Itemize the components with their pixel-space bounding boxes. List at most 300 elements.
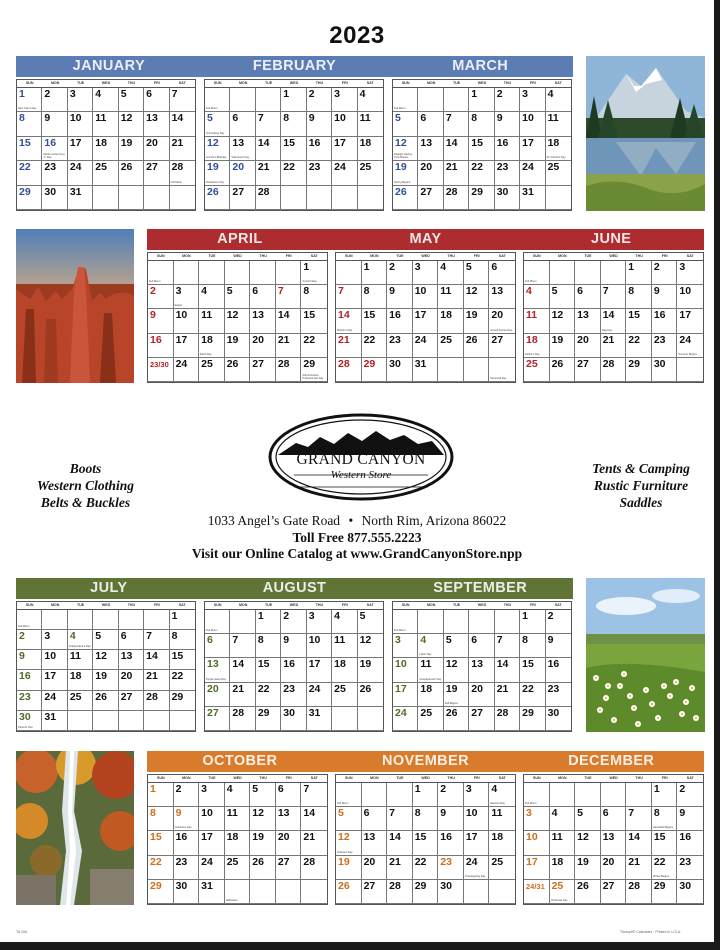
day-cell[interactable]: [281, 610, 306, 634]
day-cell[interactable]: [148, 831, 174, 855]
day-cell[interactable]: [119, 691, 144, 711]
day-cell[interactable]: [524, 358, 550, 382]
day-cell[interactable]: [119, 88, 144, 112]
day-cell[interactable]: [464, 831, 490, 855]
day-cell[interactable]: [230, 88, 255, 112]
day-cell[interactable]: [276, 880, 302, 904]
day-cell[interactable]: [332, 610, 357, 634]
day-cell[interactable]: [358, 88, 383, 112]
day-cell[interactable]: [250, 807, 276, 831]
day-cell[interactable]: [301, 334, 327, 358]
day-cell[interactable]: [358, 707, 383, 731]
day-cell[interactable]: [387, 285, 413, 309]
day-cell[interactable]: [17, 186, 42, 210]
day-cell[interactable]: [307, 610, 332, 634]
day-cell[interactable]: [626, 831, 652, 855]
day-cell[interactable]: [205, 707, 230, 731]
day-cell[interactable]: [336, 309, 362, 333]
day-cell[interactable]: [677, 261, 703, 285]
day-cell[interactable]: [336, 856, 362, 880]
day-cell[interactable]: [677, 783, 703, 807]
day-cell[interactable]: [546, 610, 571, 634]
day-cell[interactable]: [418, 88, 443, 112]
day-cell[interactable]: [144, 630, 169, 650]
day-cell[interactable]: [438, 285, 464, 309]
day-cell[interactable]: [495, 88, 520, 112]
day-cell[interactable]: [469, 683, 494, 707]
day-cell[interactable]: [550, 856, 576, 880]
day-cell[interactable]: [225, 831, 251, 855]
day-cell[interactable]: [495, 658, 520, 682]
day-cell[interactable]: [418, 161, 443, 185]
day-cell[interactable]: [489, 880, 515, 904]
day-cell[interactable]: [464, 285, 490, 309]
day-cell[interactable]: [17, 711, 42, 731]
day-cell[interactable]: [444, 137, 469, 161]
day-cell[interactable]: [68, 610, 93, 630]
day-cell[interactable]: [469, 634, 494, 658]
day-cell[interactable]: [42, 112, 67, 136]
day-cell[interactable]: [225, 880, 251, 904]
day-cell[interactable]: [464, 309, 490, 333]
day-cell[interactable]: [307, 658, 332, 682]
day-cell[interactable]: [174, 309, 200, 333]
day-cell[interactable]: [170, 691, 195, 711]
day-cell[interactable]: [205, 634, 230, 658]
day-cell[interactable]: [358, 161, 383, 185]
day-cell[interactable]: [250, 783, 276, 807]
day-cell[interactable]: [469, 658, 494, 682]
day-cell[interactable]: [464, 334, 490, 358]
day-cell[interactable]: [601, 309, 627, 333]
day-cell[interactable]: [17, 630, 42, 650]
day-cell[interactable]: [489, 856, 515, 880]
day-cell[interactable]: [393, 137, 418, 161]
day-cell[interactable]: [652, 334, 678, 358]
day-cell[interactable]: [489, 309, 515, 333]
day-cell[interactable]: [170, 161, 195, 185]
day-cell[interactable]: [199, 309, 225, 333]
day-cell[interactable]: [17, 112, 42, 136]
day-cell[interactable]: [332, 161, 357, 185]
day-cell[interactable]: [230, 610, 255, 634]
day-cell[interactable]: [546, 112, 571, 136]
day-cell[interactable]: [524, 856, 550, 880]
day-cell[interactable]: [307, 137, 332, 161]
day-cell[interactable]: [174, 783, 200, 807]
day-cell[interactable]: [362, 856, 388, 880]
day-cell[interactable]: [469, 186, 494, 210]
day-cell[interactable]: [17, 691, 42, 711]
day-cell[interactable]: [144, 711, 169, 731]
day-cell[interactable]: [652, 309, 678, 333]
day-cell[interactable]: [148, 880, 174, 904]
day-cell[interactable]: [205, 186, 230, 210]
day-cell[interactable]: [199, 831, 225, 855]
day-cell[interactable]: [418, 634, 443, 658]
day-cell[interactable]: [93, 137, 118, 161]
day-cell[interactable]: [250, 358, 276, 382]
day-cell[interactable]: [199, 285, 225, 309]
day-cell[interactable]: [276, 856, 302, 880]
day-cell[interactable]: [174, 261, 200, 285]
day-cell[interactable]: [281, 112, 306, 136]
day-cell[interactable]: [250, 856, 276, 880]
day-cell[interactable]: [438, 880, 464, 904]
day-cell[interactable]: [362, 831, 388, 855]
day-cell[interactable]: [652, 831, 678, 855]
day-cell[interactable]: [601, 261, 627, 285]
day-cell[interactable]: [677, 831, 703, 855]
day-cell[interactable]: [469, 707, 494, 731]
day-cell[interactable]: [444, 161, 469, 185]
day-cell[interactable]: [332, 683, 357, 707]
day-cell[interactable]: [307, 683, 332, 707]
day-cell[interactable]: [495, 634, 520, 658]
day-cell[interactable]: [144, 161, 169, 185]
day-cell[interactable]: [575, 358, 601, 382]
day-cell[interactable]: [546, 88, 571, 112]
day-cell[interactable]: [276, 261, 302, 285]
day-cell[interactable]: [174, 807, 200, 831]
day-cell[interactable]: [68, 186, 93, 210]
day-cell[interactable]: [626, 856, 652, 880]
day-cell[interactable]: [205, 88, 230, 112]
day-cell[interactable]: [362, 783, 388, 807]
day-cell[interactable]: [119, 161, 144, 185]
day-cell[interactable]: [626, 261, 652, 285]
day-cell[interactable]: [524, 831, 550, 855]
day-cell[interactable]: [444, 88, 469, 112]
day-cell[interactable]: [495, 683, 520, 707]
day-cell[interactable]: [413, 880, 439, 904]
day-cell[interactable]: [677, 880, 703, 904]
day-cell[interactable]: [170, 610, 195, 630]
day-cell[interactable]: [626, 285, 652, 309]
day-cell[interactable]: [524, 309, 550, 333]
day-cell[interactable]: [119, 610, 144, 630]
day-cell[interactable]: [174, 334, 200, 358]
day-cell[interactable]: [230, 658, 255, 682]
day-cell[interactable]: [68, 670, 93, 690]
day-cell[interactable]: [520, 634, 545, 658]
day-cell[interactable]: [225, 807, 251, 831]
day-cell[interactable]: [301, 358, 327, 382]
day-cell[interactable]: [438, 783, 464, 807]
day-cell[interactable]: [575, 309, 601, 333]
day-cell[interactable]: [148, 334, 174, 358]
day-cell[interactable]: [418, 658, 443, 682]
day-cell[interactable]: [93, 88, 118, 112]
day-cell[interactable]: [332, 186, 357, 210]
day-cell[interactable]: [256, 683, 281, 707]
day-cell[interactable]: [42, 670, 67, 690]
day-cell[interactable]: [464, 807, 490, 831]
day-cell[interactable]: [119, 186, 144, 210]
day-cell[interactable]: [170, 711, 195, 731]
day-cell[interactable]: [170, 650, 195, 670]
day-cell[interactable]: [652, 807, 678, 831]
day-cell[interactable]: [520, 137, 545, 161]
day-cell[interactable]: [93, 186, 118, 210]
day-cell[interactable]: [170, 630, 195, 650]
day-cell[interactable]: [524, 807, 550, 831]
day-cell[interactable]: [418, 137, 443, 161]
day-cell[interactable]: [495, 610, 520, 634]
day-cell[interactable]: [93, 161, 118, 185]
day-cell[interactable]: [17, 161, 42, 185]
day-cell[interactable]: [148, 285, 174, 309]
day-cell[interactable]: [413, 831, 439, 855]
day-cell[interactable]: [652, 358, 678, 382]
day-cell[interactable]: [601, 358, 627, 382]
day-cell[interactable]: [174, 358, 200, 382]
day-cell[interactable]: [336, 358, 362, 382]
day-cell[interactable]: [387, 358, 413, 382]
day-cell[interactable]: [42, 650, 67, 670]
day-cell[interactable]: [489, 261, 515, 285]
day-cell[interactable]: [281, 634, 306, 658]
day-cell[interactable]: [393, 707, 418, 731]
day-cell[interactable]: [495, 186, 520, 210]
day-cell[interactable]: [336, 831, 362, 855]
day-cell[interactable]: [438, 831, 464, 855]
day-cell[interactable]: [68, 650, 93, 670]
day-cell[interactable]: [17, 610, 42, 630]
day-cell[interactable]: [205, 683, 230, 707]
day-cell[interactable]: [464, 261, 490, 285]
day-cell[interactable]: [68, 711, 93, 731]
day-cell[interactable]: [652, 856, 678, 880]
day-cell[interactable]: [144, 112, 169, 136]
day-cell[interactable]: [68, 161, 93, 185]
day-cell[interactable]: [281, 683, 306, 707]
day-cell[interactable]: [93, 630, 118, 650]
day-cell[interactable]: [199, 807, 225, 831]
day-cell[interactable]: [230, 112, 255, 136]
day-cell[interactable]: [469, 610, 494, 634]
day-cell[interactable]: [413, 807, 439, 831]
day-cell[interactable]: [358, 186, 383, 210]
day-cell[interactable]: [307, 88, 332, 112]
day-cell[interactable]: [256, 658, 281, 682]
day-cell[interactable]: [119, 137, 144, 161]
day-cell[interactable]: [495, 112, 520, 136]
day-cell[interactable]: [677, 285, 703, 309]
day-cell[interactable]: [276, 358, 302, 382]
day-cell[interactable]: [438, 807, 464, 831]
day-cell[interactable]: [626, 783, 652, 807]
day-cell[interactable]: [148, 856, 174, 880]
day-cell[interactable]: [332, 112, 357, 136]
day-cell[interactable]: [387, 783, 413, 807]
day-cell[interactable]: [307, 707, 332, 731]
day-cell[interactable]: [119, 630, 144, 650]
day-cell[interactable]: [469, 137, 494, 161]
day-cell[interactable]: [464, 358, 490, 382]
day-cell[interactable]: [42, 186, 67, 210]
day-cell[interactable]: [281, 137, 306, 161]
day-cell[interactable]: [362, 880, 388, 904]
day-cell[interactable]: [393, 161, 418, 185]
day-cell[interactable]: [550, 285, 576, 309]
day-cell[interactable]: [170, 112, 195, 136]
day-cell[interactable]: [495, 161, 520, 185]
day-cell[interactable]: [520, 610, 545, 634]
day-cell[interactable]: [144, 137, 169, 161]
day-cell[interactable]: [230, 161, 255, 185]
day-cell[interactable]: [464, 783, 490, 807]
day-cell[interactable]: [677, 334, 703, 358]
day-cell[interactable]: [144, 186, 169, 210]
day-cell[interactable]: [601, 831, 627, 855]
day-cell[interactable]: [575, 783, 601, 807]
day-cell[interactable]: [148, 807, 174, 831]
day-cell[interactable]: [174, 880, 200, 904]
day-cell[interactable]: [438, 309, 464, 333]
day-cell[interactable]: [250, 261, 276, 285]
day-cell[interactable]: [546, 634, 571, 658]
day-cell[interactable]: [93, 610, 118, 630]
day-cell[interactable]: [358, 610, 383, 634]
day-cell[interactable]: [418, 707, 443, 731]
day-cell[interactable]: [119, 650, 144, 670]
day-cell[interactable]: [362, 807, 388, 831]
day-cell[interactable]: [225, 285, 251, 309]
day-cell[interactable]: [281, 707, 306, 731]
day-cell[interactable]: [144, 650, 169, 670]
day-cell[interactable]: [575, 285, 601, 309]
day-cell[interactable]: [387, 807, 413, 831]
day-cell[interactable]: [677, 807, 703, 831]
day-cell[interactable]: [546, 137, 571, 161]
day-cell[interactable]: [170, 670, 195, 690]
day-cell[interactable]: [524, 334, 550, 358]
day-cell[interactable]: [444, 658, 469, 682]
day-cell[interactable]: [677, 358, 703, 382]
day-cell[interactable]: [199, 334, 225, 358]
day-cell[interactable]: [276, 285, 302, 309]
day-cell[interactable]: [438, 358, 464, 382]
day-cell[interactable]: [301, 856, 327, 880]
day-cell[interactable]: [332, 88, 357, 112]
day-cell[interactable]: [575, 831, 601, 855]
day-cell[interactable]: [205, 610, 230, 634]
day-cell[interactable]: [144, 691, 169, 711]
day-cell[interactable]: [336, 261, 362, 285]
day-cell[interactable]: [520, 88, 545, 112]
day-cell[interactable]: [444, 683, 469, 707]
day-cell[interactable]: [199, 261, 225, 285]
day-cell[interactable]: [489, 831, 515, 855]
day-cell[interactable]: [546, 683, 571, 707]
day-cell[interactable]: [225, 309, 251, 333]
day-cell[interactable]: [225, 783, 251, 807]
day-cell[interactable]: [444, 186, 469, 210]
day-cell[interactable]: [205, 112, 230, 136]
day-cell[interactable]: [550, 880, 576, 904]
day-cell[interactable]: [489, 285, 515, 309]
day-cell[interactable]: [418, 683, 443, 707]
day-cell[interactable]: [230, 186, 255, 210]
day-cell[interactable]: [336, 880, 362, 904]
day-cell[interactable]: [464, 856, 490, 880]
day-cell[interactable]: [332, 634, 357, 658]
day-cell[interactable]: [444, 112, 469, 136]
day-cell[interactable]: [17, 650, 42, 670]
day-cell[interactable]: [387, 334, 413, 358]
day-cell[interactable]: [550, 358, 576, 382]
day-cell[interactable]: [393, 658, 418, 682]
day-cell[interactable]: [307, 186, 332, 210]
day-cell[interactable]: [170, 186, 195, 210]
day-cell[interactable]: [358, 683, 383, 707]
day-cell[interactable]: [336, 334, 362, 358]
day-cell[interactable]: [601, 807, 627, 831]
day-cell[interactable]: [469, 112, 494, 136]
day-cell[interactable]: [225, 261, 251, 285]
day-cell[interactable]: [387, 856, 413, 880]
day-cell[interactable]: [575, 261, 601, 285]
day-cell[interactable]: [256, 707, 281, 731]
day-cell[interactable]: [93, 711, 118, 731]
day-cell[interactable]: [575, 880, 601, 904]
day-cell[interactable]: [524, 261, 550, 285]
day-cell[interactable]: [626, 309, 652, 333]
day-cell[interactable]: [444, 707, 469, 731]
day-cell[interactable]: [413, 334, 439, 358]
day-cell[interactable]: [413, 309, 439, 333]
day-cell[interactable]: [276, 807, 302, 831]
day-cell[interactable]: [256, 137, 281, 161]
day-cell[interactable]: [393, 88, 418, 112]
day-cell[interactable]: [438, 261, 464, 285]
day-cell[interactable]: [393, 186, 418, 210]
day-cell[interactable]: [418, 610, 443, 634]
day-cell[interactable]: [17, 137, 42, 161]
day-cell[interactable]: [230, 683, 255, 707]
day-cell[interactable]: [438, 334, 464, 358]
day-cell[interactable]: [42, 711, 67, 731]
day-cell[interactable]: [199, 880, 225, 904]
day-cell[interactable]: [469, 88, 494, 112]
day-cell[interactable]: [677, 309, 703, 333]
day-cell[interactable]: [362, 358, 388, 382]
day-cell[interactable]: [336, 783, 362, 807]
day-cell[interactable]: [601, 285, 627, 309]
day-cell[interactable]: [148, 309, 174, 333]
day-cell[interactable]: [336, 807, 362, 831]
day-cell[interactable]: [256, 112, 281, 136]
day-cell[interactable]: [148, 261, 174, 285]
day-cell[interactable]: [464, 880, 490, 904]
day-cell[interactable]: [387, 309, 413, 333]
day-cell[interactable]: [170, 88, 195, 112]
day-cell[interactable]: [413, 358, 439, 382]
day-cell[interactable]: [444, 610, 469, 634]
day-cell[interactable]: [307, 112, 332, 136]
day-cell[interactable]: [393, 112, 418, 136]
day-cell[interactable]: [358, 658, 383, 682]
day-cell[interactable]: [301, 807, 327, 831]
day-cell[interactable]: [256, 186, 281, 210]
day-cell[interactable]: [489, 807, 515, 831]
day-cell[interactable]: [68, 691, 93, 711]
day-cell[interactable]: [42, 691, 67, 711]
day-cell[interactable]: [546, 658, 571, 682]
day-cell[interactable]: [520, 186, 545, 210]
day-cell[interactable]: [362, 309, 388, 333]
